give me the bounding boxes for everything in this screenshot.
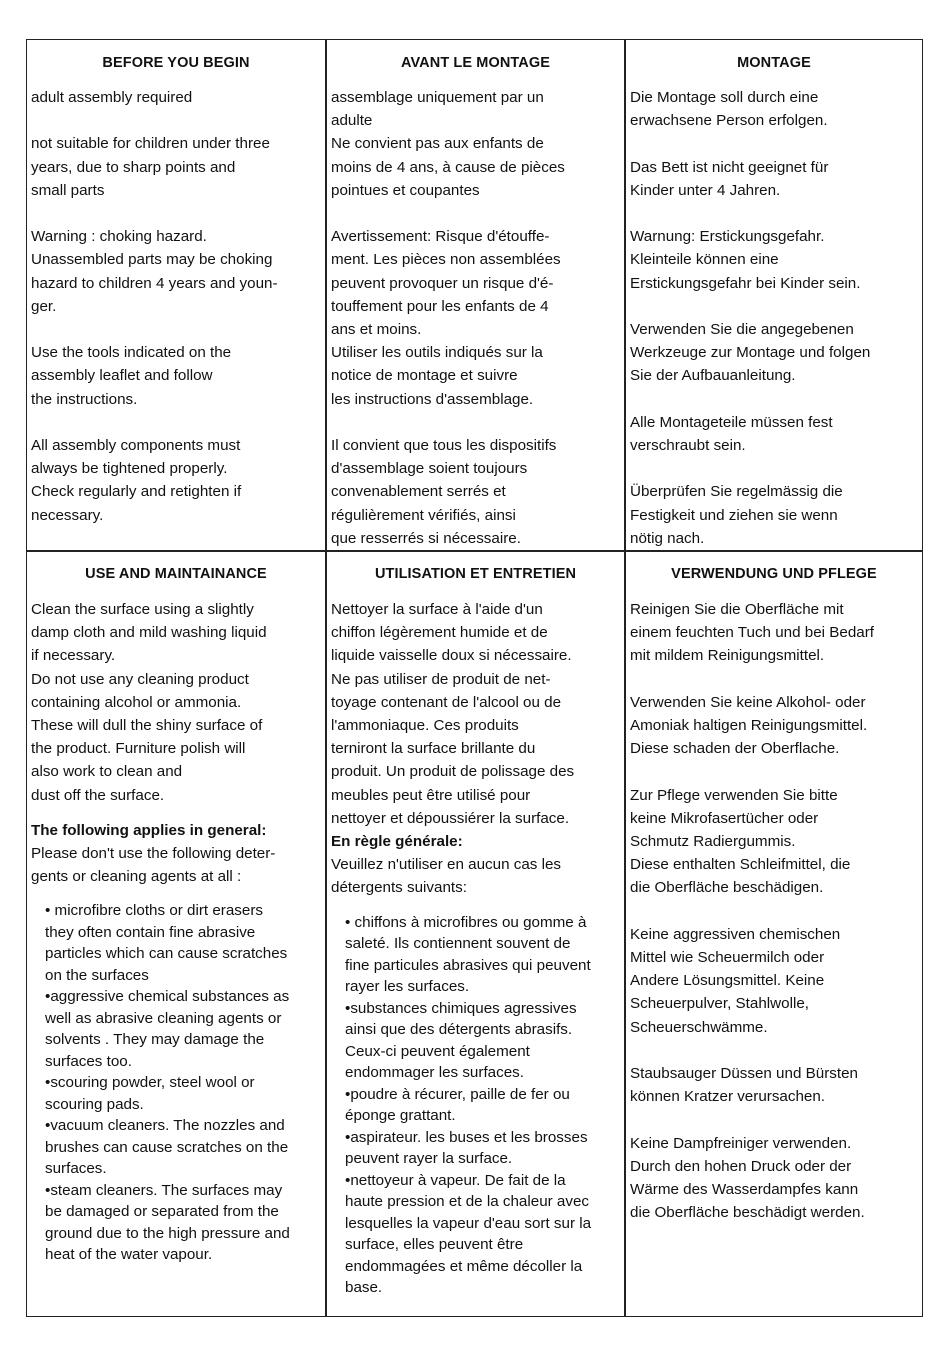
utilisation-heading: UTILISATION ET ENTRETIEN bbox=[374, 566, 577, 582]
utilisation-cell bbox=[327, 552, 624, 1316]
avant-le-montage-heading: AVANT LE MONTAGE bbox=[400, 55, 550, 71]
verwendung-paragraph: Staubsauger Düssen und Bürsten können Kratzer verursachen. bbox=[630, 1065, 858, 1106]
verwendung-paragraph: Reinigen Sie die Oberfläche mit einem feuchten Tuch und bei Bedarf mit mildem Reinigungsmittel. bbox=[630, 601, 875, 665]
list-item: •aspirateur. les buses et les brosses peuvent rayer la surface. bbox=[345, 1128, 588, 1168]
verwendung-paragraph: Zur Pflege verwenden Sie bitte keine Mikrofasertücher oder Schmutz Radiergummis. Diese enthalten Schleifmittel, die die Oberfläche beschädigen. bbox=[630, 786, 851, 897]
verwendung-paragraph: Verwenden Sie keine Alkohol- oder Amoniak haltigen Reinigungsmittel. Diese schaden der Oberflache. bbox=[630, 693, 868, 758]
before-you-begin-heading: BEFORE YOU BEGIN bbox=[102, 55, 250, 71]
montage-paragraph: Alle Montageteile müssen fest verschraubt sein. bbox=[630, 413, 833, 454]
use-paragraph: Clean the surface using a slightly damp cloth and mild washing liquid if necessary. Do not use any cleaning product containing alcohol or ammonia. These will dull the shiny surface of the product. Furniture polish will also work to clean and dust off the surface. bbox=[31, 601, 267, 804]
montage-paragraph: Warnung: Erstickungsgefahr. Kleinteile können eine Erstickungsgefahr bei Kinder sein. bbox=[630, 228, 861, 292]
montage-paragraph: Die Montage soll durch eine erwachsene Person erfolgen. bbox=[630, 89, 828, 130]
before-you-begin-cell bbox=[27, 40, 325, 550]
utilisation-general-heading: En règle générale: bbox=[331, 833, 463, 851]
list-item: • microfibre cloths or dirt erasers they often contain fine abrasive particles which can cause scratches on the surfaces bbox=[45, 902, 288, 984]
montage-paragraph: Überprüfen Sie regelmässig die Festigkeit und ziehen sie wenn nötig nach. bbox=[630, 483, 843, 547]
before-paragraph: All assembly components must always be tightened properly. Check regularly and retighten if necessary. bbox=[31, 436, 242, 524]
use-bullet-list bbox=[31, 900, 321, 1266]
use-and-maintenance-heading: USE AND MAINTAINANCE bbox=[85, 566, 267, 582]
before-paragraph: adult assembly required bbox=[31, 89, 193, 106]
verwendung-heading: VERWENDUNG UND PFLEGE bbox=[671, 566, 877, 582]
verwendung-paragraph: Keine Dampfreiniger verwenden. Durch den hohen Druck oder der Wärme des Wasserdampfes kann die Oberfläche beschädigt werden. bbox=[630, 1134, 865, 1222]
list-item: •poudre à récurer, paille de fer ou éponge grattant. bbox=[345, 1085, 570, 1125]
verwendung-paragraph: Keine aggressiven chemischen Mittel wie Scheuermilch oder Andere Lösungsmittel. Keine Scheuerpulver, Stahlwolle, Scheuerschwämme. bbox=[630, 925, 841, 1036]
list-item: •vacuum cleaners. The nozzles and brushes can cause scratches on the surfaces. bbox=[45, 1117, 289, 1178]
avant-paragraph: Il convient que tous les dispositifs d'assemblage soient toujours convenablement serrés et régulièrement vérifiés, ainsi que resserrés si nécessaire. bbox=[331, 437, 557, 547]
montage-cell bbox=[626, 40, 922, 550]
use-general-heading: The following applies in general: bbox=[31, 821, 267, 839]
list-item: •substances chimiques agressives ainsi que des détergents abrasifs. Ceux-ci peuvent également endommager les surfaces. bbox=[345, 999, 577, 1082]
list-item: •scouring powder, steel wool or scouring pads. bbox=[45, 1074, 255, 1113]
utilisation-general-text: Veuillez n'utiliser en aucun cas les détergents suivants: bbox=[331, 856, 561, 897]
avant-paragraph: Avertissement: Risque d'étouffe- ment. Les pièces non assemblées peuvent provoquer un risque d'é- touffement pour les enfants de 4 ans et moins. bbox=[331, 228, 561, 339]
montage-paragraph: Verwenden Sie die angegebenen Werkzeuge zur Montage und folgen Sie der Aufbauanleitung. bbox=[630, 320, 871, 385]
list-item: •aggressive chemical substances as well as abrasive cleaning agents or solvents . They may damage the surfaces too. bbox=[45, 988, 290, 1070]
utilisation-bullet-list bbox=[331, 912, 620, 1299]
use-and-maintenance-cell bbox=[27, 552, 325, 1316]
before-paragraph: Warning : choking hazard. Unassembled parts may be choking hazard to children 4 years and youn- ger. bbox=[31, 228, 278, 315]
montage-heading: MONTAGE bbox=[737, 55, 811, 71]
utilisation-paragraph: Nettoyer la surface à l'aide d'un chiffon légèrement humide et de liquide vaisselle doux si nécessaire. Ne pas utiliser de produit de net- toyage contenant de l'alcool ou de l'ammoniaque. Ces produits terniront la surface brillante du produit. Un produit de polissage des meubles peut être utilisé pour nettoyer et dépoussiérer la surface. bbox=[331, 601, 575, 827]
list-item: •nettoyeur à vapeur. De fait de la haute pression et de la chaleur avec lesquelles la vapeur d'eau sort sur la surface, elles peuvent être endommagées et même décoller la base. bbox=[345, 1171, 592, 1297]
avant-paragraph: Utiliser les outils indiqués sur la notice de montage et suivre les instructions d'assemblage. bbox=[331, 344, 543, 408]
list-item: • chiffons à microfibres ou gomme à saleté. Ils contiennent souvent de fine particules abrasives qui peuvent rayer les surfaces. bbox=[345, 913, 591, 996]
list-item: •steam cleaners. The surfaces may be damaged or separated from the ground due to the high pressure and heat of the water vapour. bbox=[45, 1181, 290, 1264]
use-general-text: Please don't use the following deter- gents or cleaning agents at all : bbox=[31, 845, 276, 886]
before-paragraph: Use the tools indicated on the assembly leaflet and follow the instructions. bbox=[31, 344, 232, 408]
montage-paragraph: Das Bett ist nicht geeignet für Kinder unter 4 Jahren. bbox=[630, 158, 829, 199]
avant-paragraph: Ne convient pas aux enfants de moins de 4 ans, à cause de pièces pointues et coupantes bbox=[331, 135, 565, 199]
instruction-table bbox=[26, 39, 923, 1317]
verwendung-cell bbox=[626, 552, 922, 1316]
before-paragraph: not suitable for children under three years, due to sharp points and small parts bbox=[31, 135, 270, 199]
avant-le-montage-cell bbox=[327, 40, 624, 550]
avant-paragraph: assemblage uniquement par un adulte bbox=[331, 89, 544, 130]
